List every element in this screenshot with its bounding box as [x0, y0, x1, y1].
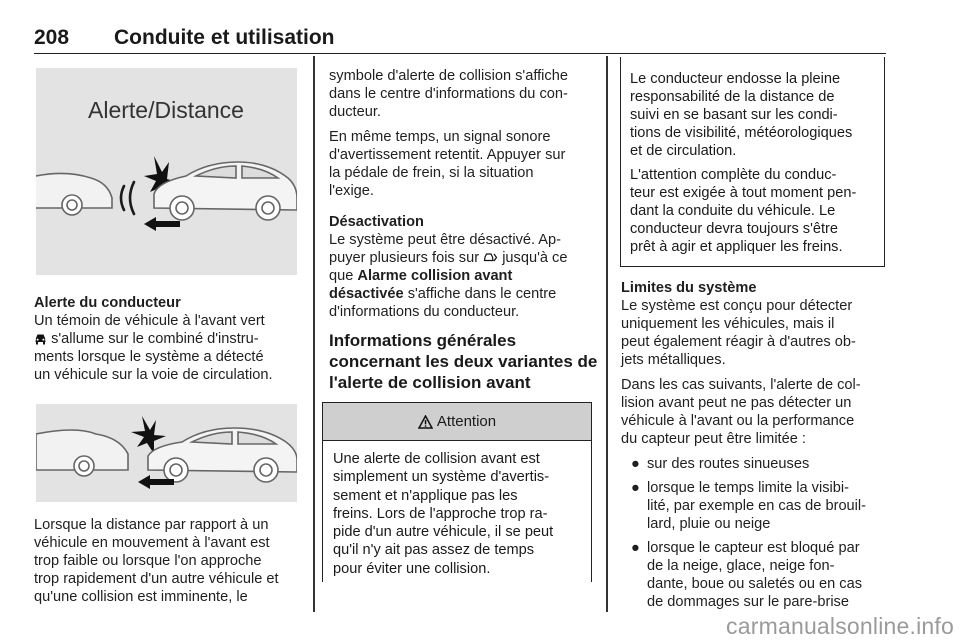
page-number: 208: [34, 26, 70, 49]
subhead-deactivation: Désactivation: [329, 214, 424, 230]
radar-waves-icon: [121, 182, 134, 214]
rear-car-illustration: [36, 430, 128, 476]
bullet-dot: ●: [631, 480, 640, 496]
note-paragraph-1: Le conducteur endosse la pleine responsabilité de la distance de suivi en se basant sur les condi- tions de visibilité, météorologiques et de circulation.: [630, 71, 853, 159]
column-divider-2: [606, 56, 608, 612]
limits-bullet-list: [621, 455, 891, 611]
watermark: carmanualsonline.info: [726, 613, 954, 639]
column-divider-1: [313, 56, 315, 612]
attention-label: Attention: [436, 413, 497, 430]
paragraph-limits-1: Le système est conçu pour détecter uniquement les véhicules, mais il peut également réagir à d'autres ob- jets métalliques.: [621, 298, 856, 368]
attention-text: Une alerte de collision avant est simplement un système d'avertis- sement et n'applique pas les freins. Lors de l'approche trop ra- pide d'un autre véhicule, il se peut qu'il n'y ait pas assez de temps pour éviter une collision.: [333, 451, 554, 577]
col1-text-block-2: Lorsque la distance par rapport à un véhicule en mouvement à l'avant est trop faible ou lorsque l'on approche trop rapidement d'un autre véhicule et qu'une collision est imminente, le: [34, 517, 279, 605]
approach-arrow-icon: [144, 217, 180, 231]
front-car-illustration: [154, 162, 297, 220]
paragraph-collision-symbol: symbole d'alerte de collision s'affiche dans le centre d'informations du con- ducteur.: [329, 68, 568, 120]
paragraph-deactivation: Le système peut être désactivé. Ap- puyer plusieurs fois sur jusqu'à ce que Alarme collision avant désactivée s'affiche dans le centre d'informations du conducteur.: [329, 232, 568, 320]
front-car-illustration: [148, 428, 297, 482]
subhead-system-limits: Limites du système: [621, 280, 757, 296]
driver-responsibility-box: [620, 57, 885, 267]
rear-car-illustration: [36, 173, 112, 215]
list-item: ● sur des routes sinueuses: [631, 456, 810, 472]
page-heading: Conduite et utilisation: [114, 26, 335, 49]
note-paragraph-2: L'attention complète du conduc- teur est exigée à tout moment pen- dant la conduite du véhicule. Le conducteur devra toujours s'être prêt à agir et appliquer les freins.: [630, 167, 857, 255]
figure-alert-distance: [36, 68, 297, 275]
attention-box: [322, 402, 592, 582]
bullet-dot: ●: [631, 540, 640, 556]
list-item: ● lorsque le temps limite la visibi- lité, par exemple en cas de brouil- lard, pluie ou neige: [631, 480, 867, 532]
figure-display-text: Alerte/Distance: [88, 97, 244, 123]
col3-text-block: [621, 279, 891, 617]
paragraph-warning-sound: En même temps, un signal sonore d'avertissement retentit. Appuyer sur la pédale de frein, si la situation l'exige.: [329, 129, 566, 199]
section-title-general-info: Informations générales concernant les deux variantes de l'alerte de collision avant: [329, 331, 598, 392]
figure-collision-warning: [36, 404, 297, 502]
vehicle-ahead-icon: [34, 332, 47, 345]
page-header: [34, 14, 886, 54]
paragraph-alert-1: Un témoin de véhicule à l'avant vert s'allume sur le combiné d'instru- ments lorsque le système a détecté un véhicule sur la voie de circulation.: [34, 313, 273, 383]
bullet-dot: ●: [631, 456, 640, 472]
list-item: ● lorsque le capteur est bloqué par de la neige, glace, neige fon- dante, boue ou saletés ou en cas de dommages sur le pare-brise: [631, 540, 863, 610]
paragraph-limits-2: Dans les cas suivants, l'alerte de col- lision avant peut ne pas détecter un véhicule à l'avant ou la performance du capteur peut être limitée :: [621, 377, 861, 447]
warning-triangle-icon: [418, 415, 433, 429]
subhead-driver-alert: Alerte du conducteur: [34, 295, 181, 311]
attention-header: [323, 403, 591, 441]
vehicle-distance-button-icon: [483, 251, 498, 264]
col2-text-block: [329, 67, 601, 328]
col1-text-block-1: [34, 294, 306, 384]
